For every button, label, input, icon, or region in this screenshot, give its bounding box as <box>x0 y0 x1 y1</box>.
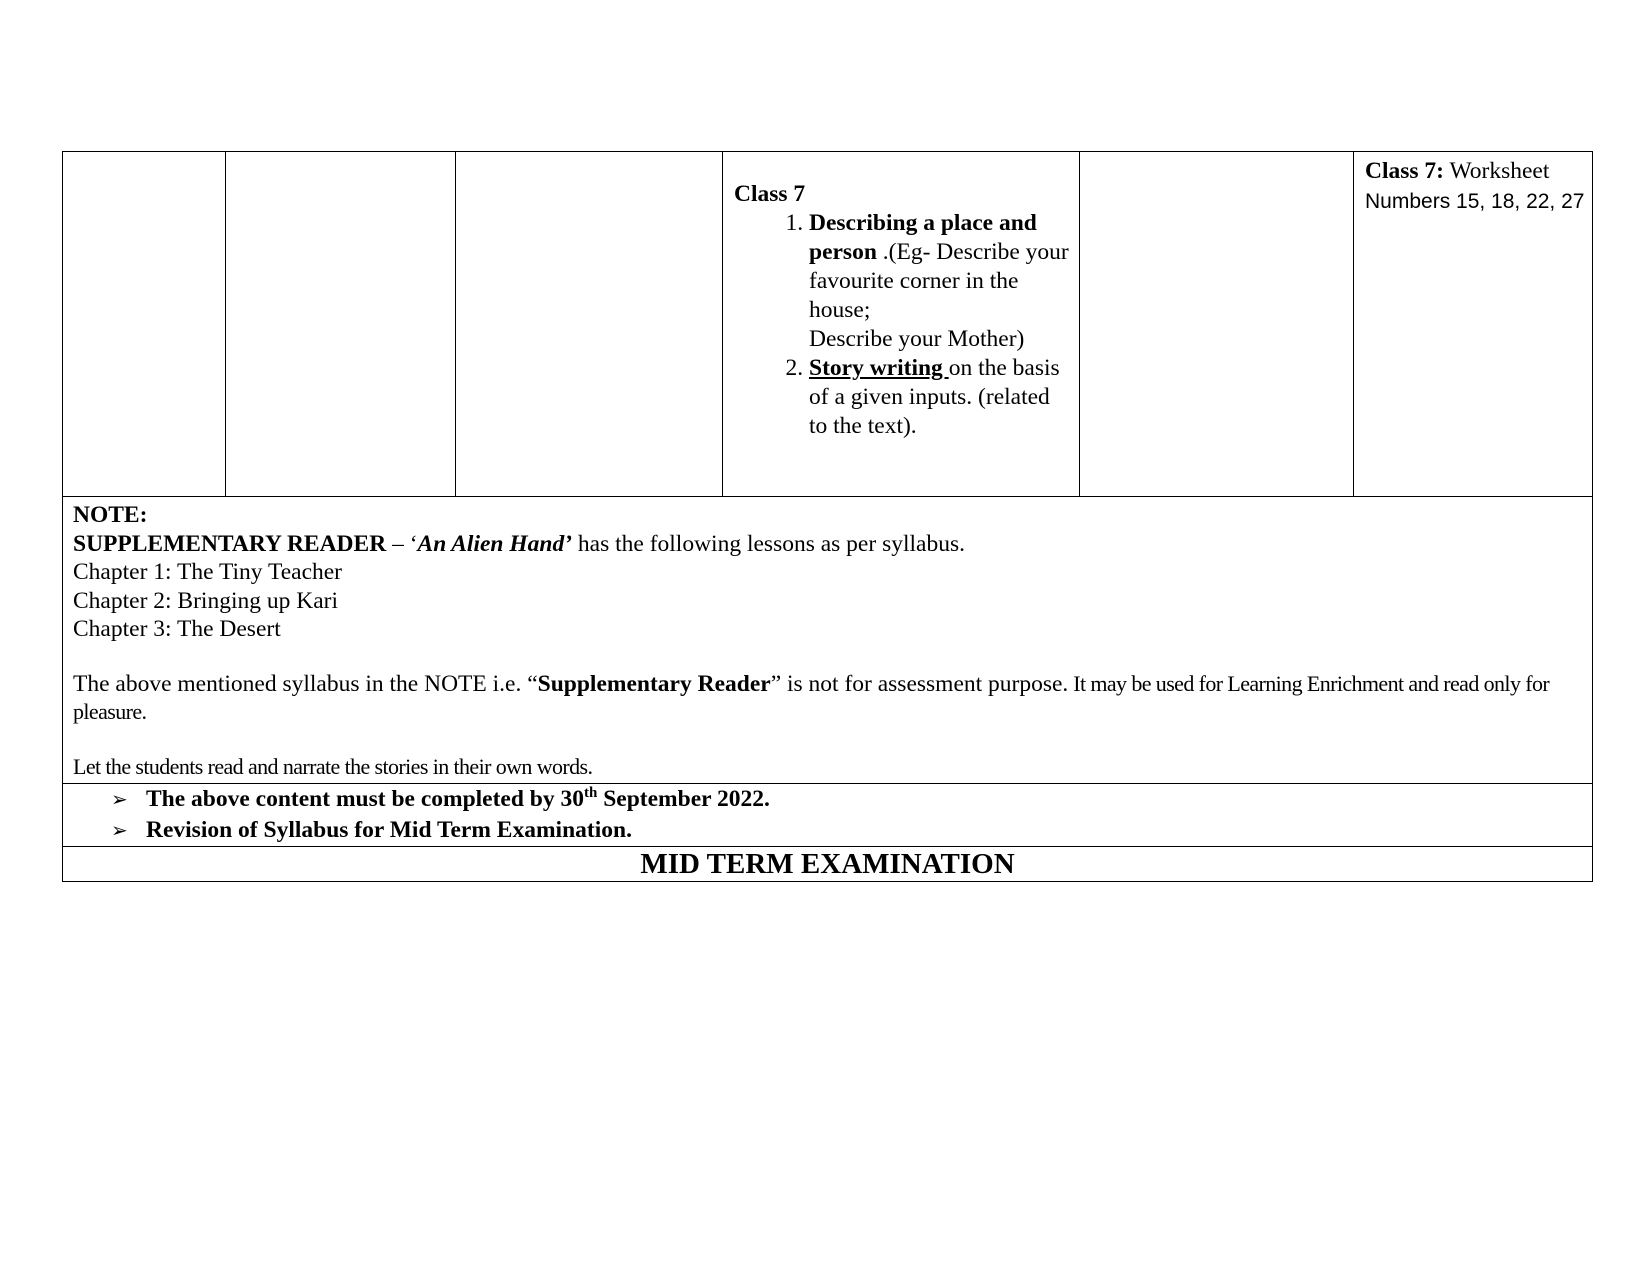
note-paragraph <box>73 670 1582 727</box>
arrow-bullet-icon: ➢ <box>111 789 128 811</box>
item-text: .(Eg- Describe your favourite corner in the house; <box>809 239 1069 323</box>
worksheet-cell <box>1354 152 1593 497</box>
deadline-text <box>146 784 770 814</box>
empty-cell <box>226 152 456 497</box>
class7-writing-cell <box>723 152 1080 497</box>
worksheet-numbers: Numbers 15, 18, 22, 27 <box>1365 190 1585 213</box>
syllabus-row <box>63 152 1593 497</box>
paragraph-text: It may be used for Learning Enrichment and read only for pleasure. <box>73 670 1550 724</box>
deadline-item <box>111 784 1592 815</box>
exam-title: MID TERM EXAMINATION <box>63 847 1593 882</box>
worksheet-text: Worksheet <box>1444 158 1550 184</box>
deadline-cell <box>63 784 1593 847</box>
list-item <box>809 209 1069 354</box>
reader-line <box>73 530 1582 559</box>
reader-book-title: An Alien Hand’ <box>417 530 573 557</box>
exam-row <box>63 847 1593 882</box>
reader-rest: has the following lessons as per syllabus. <box>572 530 965 557</box>
deadline-text-part: The above content must be completed by 30 <box>146 786 584 812</box>
class7-heading: Class 7 <box>734 181 806 207</box>
arrow-bullet-icon: ➢ <box>111 820 128 842</box>
paragraph-bold: Supplementary Reader <box>537 670 771 697</box>
item-text: Describe your Mother) <box>809 326 1025 352</box>
paragraph-text: ” is not for assessment purpose. <box>770 670 1069 697</box>
paragraph-text: The above mentioned syllabus in the NOTE i.e. “ <box>73 670 538 697</box>
writing-skills-list <box>734 209 1069 441</box>
syllabus-table <box>62 151 1593 882</box>
chapter-item: Chapter 2: Bringing up Kari <box>73 587 338 614</box>
empty-cell <box>63 152 226 497</box>
note-title: NOTE: <box>73 502 148 528</box>
ordinal-suffix: th <box>584 785 598 802</box>
empty-cell <box>456 152 723 497</box>
deadline-item <box>111 815 1592 846</box>
item-title: Describing a place and person <box>809 210 1037 265</box>
worksheet-label: Class 7: <box>1365 158 1444 184</box>
list-item <box>809 354 1069 441</box>
note-paragraph: Let the students read and narrate the stories in their own words. <box>73 753 593 779</box>
deadline-text-part: September 2022. <box>597 786 770 812</box>
chapter-item: Chapter 1: The Tiny Teacher <box>73 559 342 585</box>
deadline-row <box>63 784 1593 847</box>
reader-label: SUPPLEMENTARY READER <box>73 530 387 557</box>
note-row <box>63 497 1593 784</box>
empty-cell <box>1080 152 1354 497</box>
item-title: Story writing <box>809 355 949 381</box>
chapter-item: Chapter 3: The Desert <box>73 616 281 642</box>
note-cell <box>63 497 1593 784</box>
item-text: on the basis of a given inputs. (related to the text). <box>809 355 1060 439</box>
reader-dash: – ‘ <box>386 530 418 557</box>
revision-text: Revision of Syllabus for Mid Term Examination. <box>146 817 632 843</box>
